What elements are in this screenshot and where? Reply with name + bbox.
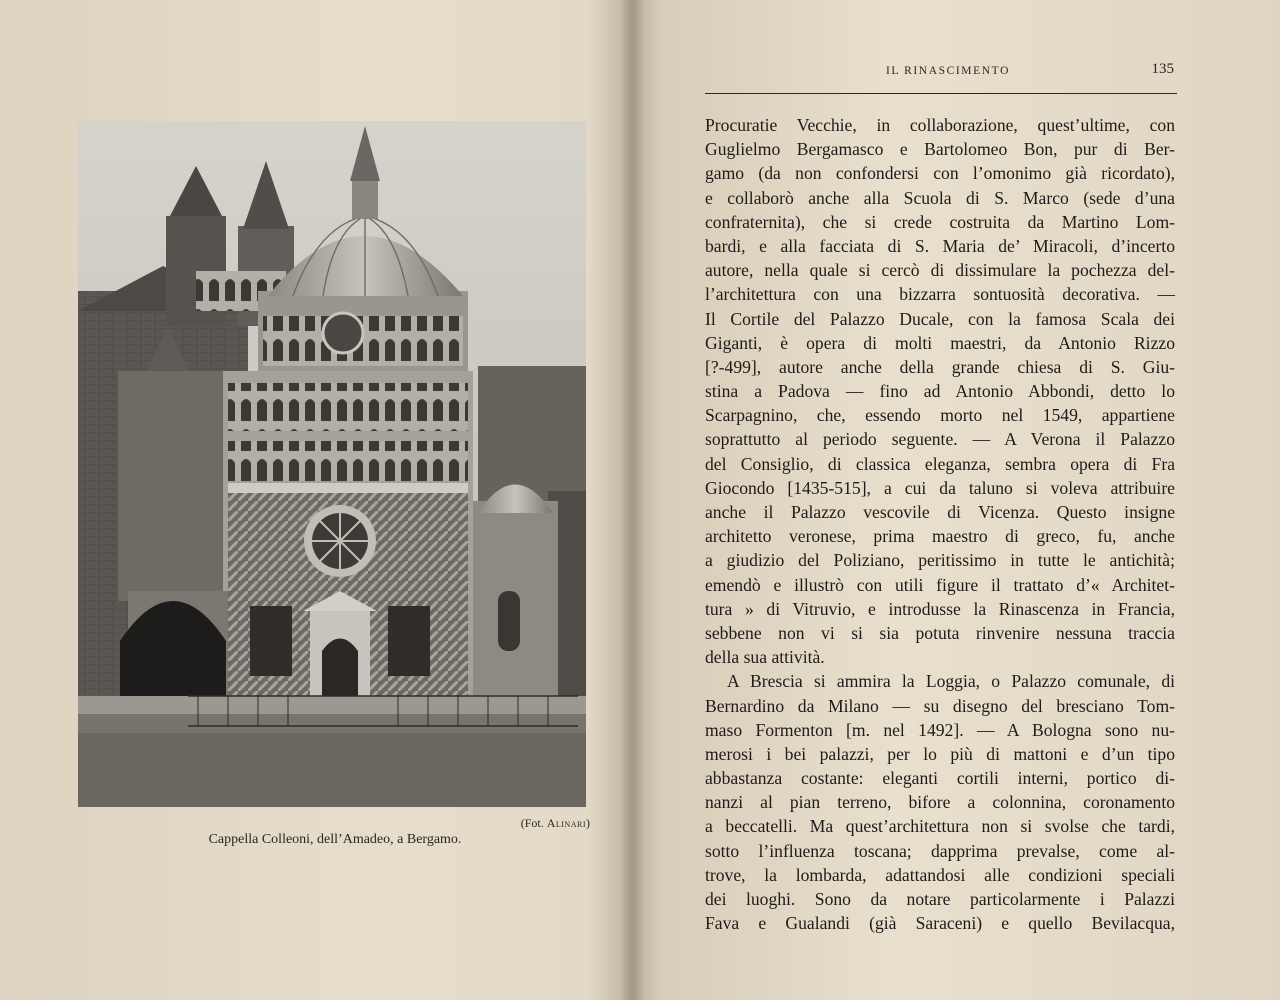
text-line: della sua attività. — [705, 647, 825, 668]
text-line: tura » di Vitruvio, e introdusse la Rinascenza in Francia, — [705, 598, 1175, 619]
text-line: Guglielmo Bergamasco e Bartolomeo Bon, pur di Ber- — [705, 139, 1175, 160]
text-line: a beccatelli. Ma quest’architettura non si svolse che tardi, — [705, 816, 1175, 837]
text-line: dei luoghi. Sono da notare particolarmente i Palazzi — [705, 889, 1175, 909]
text-line: maso Formenton [m. nel 1492]. — A Bologna sono nu- — [705, 719, 1175, 740]
running-head — [706, 63, 1180, 83]
text-line: soprattutto al periodo seguente. — A Verona il Palazzo — [705, 429, 1175, 450]
text-line: Il Cortile del Palazzo Ducale, con la famosa Scala dei — [705, 308, 1175, 329]
text-line: Scarpagnino, che, essendo morto nel 1549, appartiene — [705, 405, 1175, 426]
text-line: anche il Palazzo vescovile di Vicenza. Questo insigne — [705, 502, 1175, 522]
page-number: 135 — [1151, 61, 1174, 77]
text-line: nanzi al pian terreno, bifore a colonnina, coronamento — [705, 792, 1175, 813]
text-line: del Consiglio, di classica eleganza, sembra opera di Fra — [705, 453, 1175, 474]
text-line: sotto l’influenza toscana; dapprima prevalse, come al- — [705, 840, 1175, 861]
text-line: autore, nella quale si cercò di dissimulare la pochezza del- — [705, 260, 1175, 281]
text-line: e collaborò anche alla Scuola di S. Marco (sede d’una — [705, 187, 1175, 208]
text-line: merosi i bei palazzi, per lo più di mattoni e d’un tipo — [705, 743, 1175, 764]
text-line: sebbene non vi si sia potuta rinvenire nessuna traccia — [705, 622, 1175, 643]
text-line: architetto veronese, prima maestro di greco, fu, anche — [705, 526, 1175, 547]
text-line: l’architettura con una bizzarra sontuosità decorativa. — — [705, 284, 1175, 305]
text-line: Bernardino da Milano — su disegno del bresciano Tom- — [705, 695, 1175, 716]
text-line: Giocondo [1435-515], a cui da taluno si voleva attribuire — [705, 477, 1175, 498]
photo-credit-name: Alinari — [546, 816, 586, 830]
text-line: gamo (da non confondersi con l’omonimo già ricordato), — [705, 163, 1175, 184]
text-line: Procuratie Vecchie, in collaborazione, quest’ultime, con — [705, 115, 1175, 135]
text-line: bardi, e alla facciata di S. Maria de’ Miracoli, d’incerto — [705, 235, 1175, 256]
text-line: trove, la lombarda, adattandosi alle condizioni speciali — [705, 864, 1175, 885]
header-rule — [705, 93, 1177, 94]
photo-credit: (Fot. Alinari) — [520, 816, 590, 830]
text-line: a giudizio del Poliziano, peritissimo in tutte le antichità; — [705, 550, 1175, 571]
body-text — [705, 113, 1175, 935]
figure-photograph — [78, 121, 586, 807]
figure-caption: Cappella Colleoni, dell’Amadeo, a Bergamo. — [208, 832, 462, 847]
text-line: emendò e illustrò con utili figure il trattato d’« Architet- — [705, 574, 1175, 595]
text-line: A Brescia si ammira la Loggia, o Palazzo comunale, di — [727, 671, 1175, 692]
text-line: confraternita), che si crede costruita da Martino Lom- — [705, 211, 1175, 232]
text-line: Fava e Gualandi (già Saraceni) e quello Bevilacqua, — [705, 913, 1175, 934]
text-line: abbastanza costante: eleganti cortili interni, portico di- — [705, 768, 1175, 789]
text-line: stina a Padova — fino ad Antonio Abbondi, detto lo — [705, 381, 1175, 402]
cappella-colleoni-illustration — [78, 121, 586, 807]
text-line: [?-499], autore anche della grande chiesa di S. Giu- — [705, 356, 1175, 377]
running-title: IL RINASCIMENTO — [886, 65, 1010, 77]
text-line: Giganti, è opera di molti maestri, da Antonio Rizzo — [705, 332, 1175, 353]
book-gutter — [620, 0, 644, 1000]
